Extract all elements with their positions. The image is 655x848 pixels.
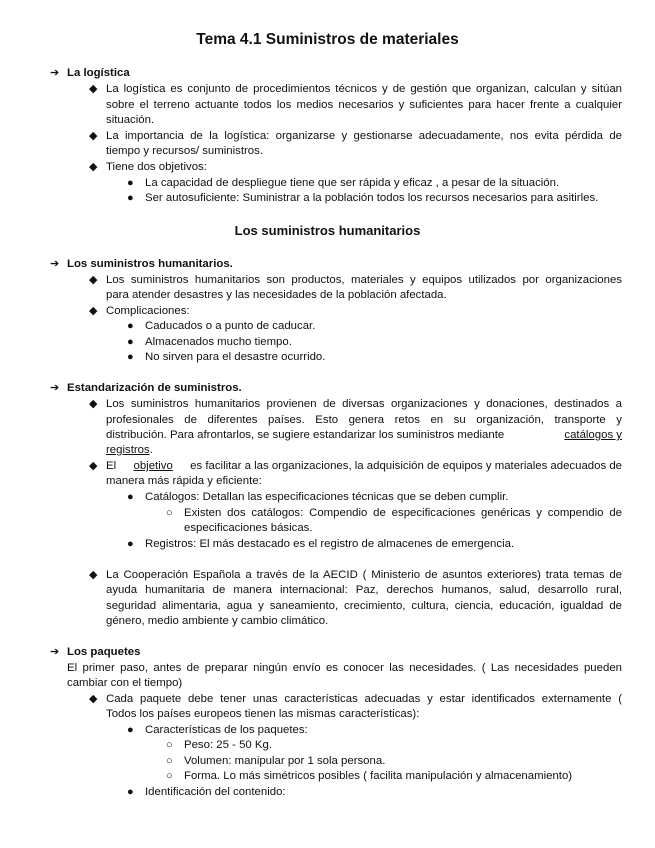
paragraph-line: ayuda humanitaria de manera internacional: Paz, derechos humanos, salud, desarrollo rural, — [106, 584, 622, 596]
paragraph-line: Los suministros humanitarios son productos, materiales y equipos utilizados por organizaciones — [106, 274, 622, 286]
paragraph-line: género, medio ambiente y cambio climático. — [106, 615, 329, 627]
objetivo-underlined-text: objetivo — [133, 460, 173, 472]
diamond-icon: ◆ — [89, 130, 98, 142]
paragraph-line: manera más rápida y eficiente: — [106, 475, 262, 487]
circle-icon: ○ — [166, 739, 173, 751]
list-item: Registros: El más destacado es el registro de almacenes de emergencia. — [145, 538, 515, 550]
bullet-icon: ● — [127, 538, 134, 550]
arrow-icon: ➔ — [50, 67, 60, 79]
paragraph-line: Cada paquete debe tener unas características adecuadas y estar identificados externamente ( — [106, 693, 622, 705]
paragraph-line: La importancia de la logística: organizarse y gestionarse adecuadamente, nos evita pérdida de — [106, 130, 622, 142]
circle-icon: ○ — [166, 755, 173, 767]
list-item: No sirven para el desastre ocurrido. — [145, 351, 326, 363]
paragraph-line: tiempo y recursos/ suministros. — [106, 145, 263, 157]
paragraph-text: es facilitar a las organizaciones, la adquisición de equipos y materiales adecuados de — [190, 460, 622, 472]
paragraph-line: Todos los países europeos tienen las mismas características): — [106, 708, 420, 720]
list-item: Identificación del contenido: — [145, 786, 286, 798]
paragraph-line: La Cooperación Española a través de la AECID ( Ministerio de asuntos exteriores) trata temas de — [106, 569, 622, 581]
list-item: Características de los paquetes: — [145, 724, 308, 736]
diamond-icon: ◆ — [89, 161, 98, 173]
section-heading-paquetes: Los paquetes — [67, 646, 141, 658]
list-item: Existen dos catálogos: Compendio de especificaciones genéricas y compendio de — [184, 507, 622, 519]
section-heading-suministros: Los suministros humanitarios. — [67, 258, 233, 270]
bullet-icon: ● — [127, 491, 134, 503]
list-item: Ser autosuficiente: Suministrar a la población todos los recursos necesarios para asitirles. — [145, 192, 599, 204]
paragraph-line: cambiar con el tiempo) — [67, 677, 183, 689]
diamond-icon: ◆ — [89, 83, 98, 95]
diamond-icon: ◆ — [89, 460, 98, 472]
paragraph-line: Los suministros humanitarios provienen de diversas organizaciones y donaciones, destinados a — [106, 398, 622, 410]
page-title: Tema 4.1 Suministros de materiales — [196, 31, 459, 48]
paragraph-line — [106, 428, 622, 443]
diamond-icon: ◆ — [89, 569, 98, 581]
list-item: Forma. Lo más simétricos posibles ( facilita manipulación y almacenamiento) — [184, 770, 573, 782]
paragraph-line: Complicaciones: — [106, 305, 190, 317]
paragraph-text: distribución. Para afrontarlos, se sugiere estandarizar los suministros mediante — [106, 429, 505, 441]
list-item: Volumen: manipular por 1 sola persona. — [184, 755, 386, 767]
diamond-icon: ◆ — [89, 398, 98, 410]
paragraph-line — [106, 443, 153, 458]
section-heading-logistica: La logística — [67, 67, 130, 79]
circle-icon: ○ — [166, 507, 173, 519]
section-subtitle: Los suministros humanitarios — [234, 223, 421, 238]
section-heading-estandarizacion: Estandarización de suministros. — [67, 382, 242, 394]
paragraph-line: Tiene dos objetivos: — [106, 161, 207, 173]
bullet-icon: ● — [127, 724, 134, 736]
arrow-icon: ➔ — [50, 382, 60, 394]
list-item: La capacidad de despliegue tiene que ser rápida y eficaz , a pesar de la situación. — [145, 177, 560, 189]
circle-icon: ○ — [166, 770, 173, 782]
bullet-icon: ● — [127, 177, 134, 189]
registros-link-text: registros — [106, 444, 150, 456]
list-item: Caducados o a punto de caducar. — [145, 320, 316, 332]
list-item: Catálogos: Detallan las especificaciones técnicas que se deben cumplir. — [145, 491, 509, 503]
paragraph-line: La logística es conjunto de procedimientos técnicos y de gestión que organizan, calculan y sitúan — [106, 83, 622, 95]
list-item: especificaciones básicas. — [184, 522, 313, 534]
paragraph-line: para atender desastres y las necesidades de la población afectada. — [106, 289, 447, 301]
diamond-icon: ◆ — [89, 274, 98, 286]
paragraph-line — [106, 459, 622, 474]
arrow-icon: ➔ — [50, 646, 60, 658]
paragraph-text: . — [149, 444, 153, 456]
paragraph-line: situación. — [106, 114, 155, 126]
paragraph-text: El — [106, 460, 117, 472]
diamond-icon: ◆ — [89, 305, 98, 317]
bullet-icon: ● — [127, 351, 134, 363]
list-item: Almacenados mucho tiempo. — [145, 336, 292, 348]
arrow-icon: ➔ — [50, 258, 60, 270]
diamond-icon: ◆ — [89, 693, 98, 705]
paragraph-line: seguridad alimentaria, agua y saneamiento, crecimiento, cultura, ciencia, educación, igualdad de — [106, 600, 622, 612]
paragraph-line: El primer paso, antes de preparar ningún envío es conocer las necesidades. ( Las necesidades pueden — [67, 662, 622, 674]
bullet-icon: ● — [127, 786, 134, 798]
bullet-icon: ● — [127, 192, 134, 204]
bullet-icon: ● — [127, 336, 134, 348]
paragraph-line: profesionales de diferentes países. Esto genera retos en su organización, transporte y — [106, 414, 622, 426]
bullet-icon: ● — [127, 320, 134, 332]
paragraph-line: sobre el terreno actuante todos los medios necesarios y suficientes para hacer frente a cualquier — [106, 99, 622, 111]
catalogos-link-text: catálogos y — [564, 429, 622, 441]
list-item: Peso: 25 - 50 Kg. — [184, 739, 273, 751]
